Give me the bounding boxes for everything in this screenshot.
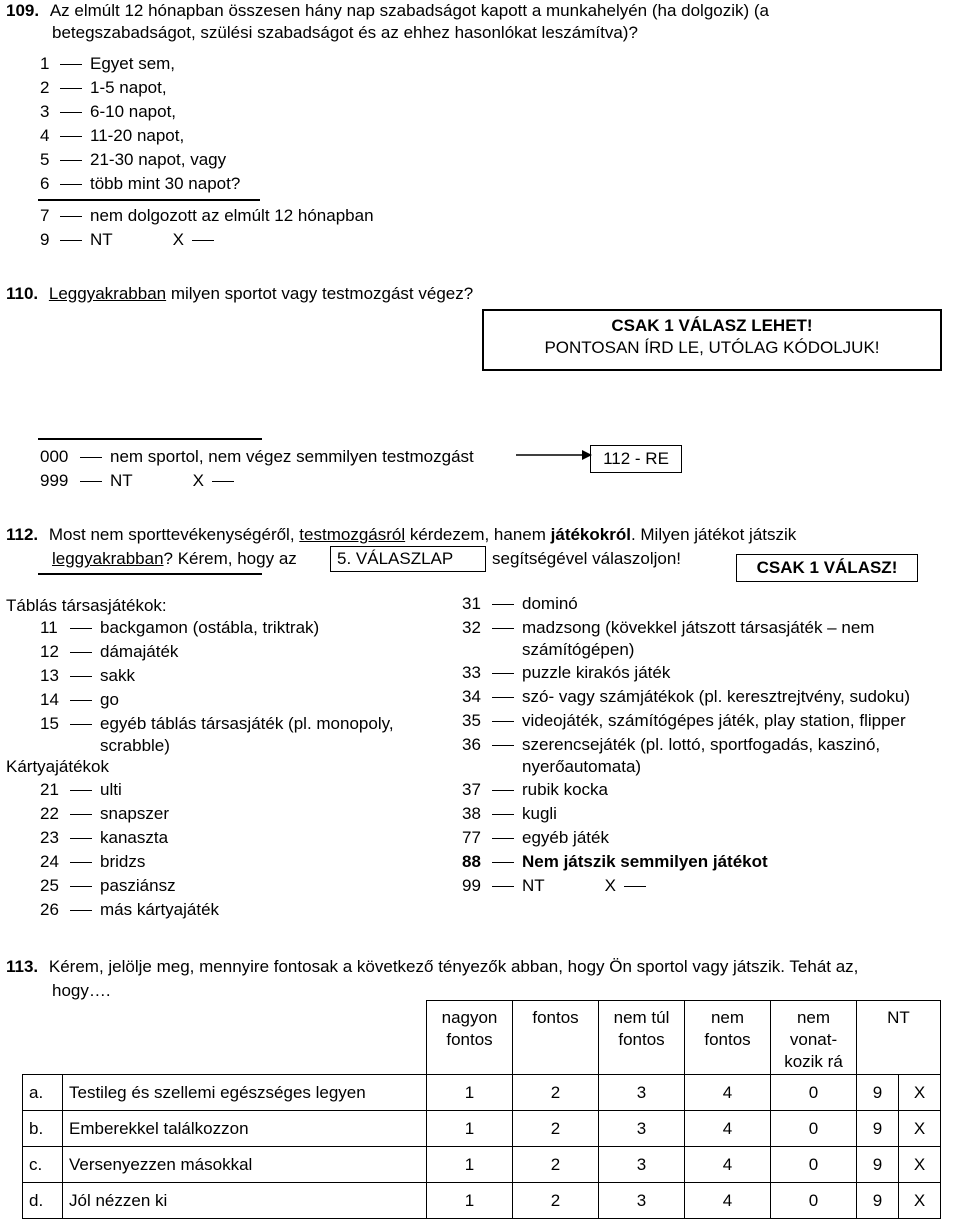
option-code: 5 xyxy=(40,150,50,169)
q112-text2-end: segítségével válaszoljon! xyxy=(492,549,682,568)
dash-mark xyxy=(70,910,92,912)
q113-table xyxy=(22,1000,941,1219)
q109-text-line1: Az elmúlt 12 hónapban összesen hány nap szabadságot kapott a munkahelyén (ha dolgozik) (a xyxy=(49,1,770,20)
option-label: NT xyxy=(90,230,113,249)
q112-number: 112. xyxy=(6,525,39,544)
option-label: kanaszta xyxy=(100,828,169,847)
option-label: Nem játszik semmilyen játékot xyxy=(522,852,768,871)
dash-mark xyxy=(70,886,92,888)
option-label: NT xyxy=(522,876,545,895)
row-label: Versenyezzen másokkal xyxy=(63,1147,427,1183)
option-code: 33 xyxy=(462,663,481,682)
column-header xyxy=(427,1001,513,1075)
option-row xyxy=(40,713,394,735)
dash-mark xyxy=(60,160,82,162)
option-label: nem dolgozott az elmúlt 12 hónapban xyxy=(90,206,374,225)
dash-mark xyxy=(492,790,514,792)
dash-mark xyxy=(492,745,514,747)
option-label: több mint 30 napot? xyxy=(90,174,241,193)
group2-title: Kártyajátékok xyxy=(6,757,109,776)
option-label: snapszer xyxy=(100,804,169,823)
q110-text-underlined: Leggyakrabban xyxy=(48,284,167,303)
option-label: 21-30 napot, vagy xyxy=(90,150,227,169)
option-code: 35 xyxy=(462,711,481,730)
option-code: 99 xyxy=(462,876,481,895)
option-code: 13 xyxy=(40,666,59,685)
option-row xyxy=(462,617,874,639)
answer-code[interactable]: 1 xyxy=(427,1075,513,1111)
q112-text-line2 xyxy=(52,548,297,570)
option-code: 999 xyxy=(40,471,69,490)
answer-code[interactable]: 9 xyxy=(857,1183,899,1219)
option-code: 77 xyxy=(462,828,481,847)
column-header-line1: fontos xyxy=(532,1008,579,1027)
option-row xyxy=(40,77,167,99)
table-row xyxy=(23,1147,941,1183)
dash-mark xyxy=(212,481,234,483)
dash-mark xyxy=(492,814,514,816)
q113-text-line2: hogy…. xyxy=(52,981,111,1000)
q110-box-line2: PONTOSAN ÍRD LE, UTÓLAG KÓDOLJUK! xyxy=(544,338,880,357)
dash-mark xyxy=(60,216,82,218)
option-code: 1 xyxy=(40,54,50,73)
answer-code[interactable]: 4 xyxy=(685,1147,771,1183)
q110-box-line1: CSAK 1 VÁLASZ LEHET! xyxy=(611,316,813,335)
option-row xyxy=(40,779,122,801)
dash-mark xyxy=(192,240,214,242)
option-row xyxy=(462,734,880,756)
option-label: ulti xyxy=(100,780,122,799)
option-code: 26 xyxy=(40,900,59,919)
option-code: 4 xyxy=(40,126,50,145)
option-row xyxy=(40,851,145,873)
q112-text-a: Most nem sporttevékenységéről, xyxy=(48,525,300,544)
dash-mark xyxy=(492,862,514,864)
q113-text xyxy=(6,956,858,978)
option-row xyxy=(40,205,374,227)
option-row xyxy=(462,710,906,732)
option-label: nem sportol, nem végez semmilyen testmozgást xyxy=(110,447,474,466)
dash-mark xyxy=(492,673,514,675)
answer-code[interactable]: 2 xyxy=(513,1147,599,1183)
option-label: szó- vagy számjátékok (pl. keresztrejtvény, sudoku) xyxy=(522,687,910,706)
option-row xyxy=(40,875,176,897)
q112-separator xyxy=(38,573,262,575)
answer-code[interactable]: 3 xyxy=(599,1147,685,1183)
row-label: Emberekkel találkozzon xyxy=(63,1111,427,1147)
answer-code[interactable]: 3 xyxy=(599,1075,685,1111)
column-header-line1: nem vonat- xyxy=(789,1008,838,1049)
option-row xyxy=(40,665,135,687)
q112-text-e: . Milyen játékot játszik xyxy=(630,525,797,544)
option-x: X xyxy=(604,876,617,895)
row-label: Testileg és szellemi egészséges legyen xyxy=(63,1075,427,1111)
option-code: 12 xyxy=(40,642,59,661)
option-label: más kártyajáték xyxy=(100,900,220,919)
answer-code[interactable]: 0 xyxy=(771,1111,857,1147)
option-code: 88 xyxy=(462,852,481,871)
dash-mark xyxy=(492,721,514,723)
option-label: dominó xyxy=(522,594,578,613)
option-code: 34 xyxy=(462,687,481,706)
option-code: 24 xyxy=(40,852,59,871)
dash-mark xyxy=(70,700,92,702)
dash-mark xyxy=(70,862,92,864)
option-code: 32 xyxy=(462,618,481,637)
q110-number: 110. xyxy=(6,284,39,303)
dash-mark xyxy=(70,652,92,654)
option-x: X xyxy=(192,471,205,490)
column-header-line1: nem xyxy=(710,1008,745,1027)
option-row xyxy=(462,779,608,801)
column-header xyxy=(857,1001,941,1075)
column-header-line1: nem túl xyxy=(613,1008,670,1027)
option-label: backgamon (ostábla, triktrak) xyxy=(100,618,320,637)
answer-code[interactable]: 0 xyxy=(771,1183,857,1219)
option-row xyxy=(462,875,654,897)
option-code: 000 xyxy=(40,447,69,466)
option-row xyxy=(462,593,578,615)
dash-mark xyxy=(80,457,102,459)
answer-code[interactable]: 0 xyxy=(771,1075,857,1111)
option-row xyxy=(462,803,557,825)
row-letter: a. xyxy=(23,1075,63,1111)
answer-code[interactable]: X xyxy=(899,1147,941,1183)
option-label: rubik kocka xyxy=(522,780,608,799)
goto-arrow xyxy=(516,447,594,463)
answer-code[interactable]: 1 xyxy=(427,1183,513,1219)
option-code: 38 xyxy=(462,804,481,823)
option-label: NT xyxy=(110,471,133,490)
answer-code[interactable]: 2 xyxy=(513,1075,599,1111)
option-row xyxy=(40,125,184,147)
column-header-line1: nagyon xyxy=(441,1008,498,1027)
option-label: Egyet sem, xyxy=(90,54,176,73)
option-label: 6-10 napot, xyxy=(90,102,177,121)
q110-instruction-box xyxy=(482,309,942,371)
option-x: X xyxy=(172,230,185,249)
group1-title: Táblás társasjátékok: xyxy=(6,596,167,615)
column-header-line2: fontos xyxy=(704,1030,751,1049)
option-row xyxy=(40,149,226,171)
option-label: madzsong (kövekkel játszott társasjáték – nem xyxy=(522,618,875,637)
option-label: 11-20 napot, xyxy=(90,126,185,145)
option-row xyxy=(40,899,219,921)
option-code: 14 xyxy=(40,690,59,709)
q113-number: 113. xyxy=(6,957,39,976)
option-label: egyéb játék xyxy=(522,828,609,847)
option-label: videojáték, számítógépes játék, play station, flipper xyxy=(522,711,906,730)
answer-code[interactable]: 1 xyxy=(427,1147,513,1183)
column-header-line2: kozik rá xyxy=(784,1052,843,1071)
column-header xyxy=(685,1001,771,1075)
table-row xyxy=(23,1183,941,1219)
dash-mark xyxy=(60,136,82,138)
dash-mark xyxy=(60,184,82,186)
answer-code[interactable]: 9 xyxy=(857,1147,899,1183)
row-letter: c. xyxy=(23,1147,63,1183)
option-label: pasziánsz xyxy=(100,876,176,895)
option-code: 37 xyxy=(462,780,481,799)
dash-mark xyxy=(624,886,646,888)
option-row xyxy=(40,617,319,639)
dash-mark xyxy=(60,240,82,242)
q112-text-c: kérdezem, hanem xyxy=(405,525,551,544)
table-corner xyxy=(23,1001,427,1075)
option-label-continued: nyerőautomata) xyxy=(522,757,642,776)
answer-code[interactable]: 3 xyxy=(599,1111,685,1147)
option-row xyxy=(40,53,175,75)
dash-mark xyxy=(60,112,82,114)
q112-text-b: testmozgásról xyxy=(299,525,406,544)
option-label-continued: scrabble) xyxy=(100,736,170,755)
q112-text xyxy=(6,524,796,546)
dash-mark xyxy=(492,838,514,840)
q109-text-line2: betegszabadságot, szülési szabadságot és az ehhez hasonlókat leszámítva)? xyxy=(52,23,638,42)
answer-code[interactable]: 4 xyxy=(685,1075,771,1111)
option-code: 3 xyxy=(40,102,50,121)
option-row xyxy=(40,827,168,849)
row-label: Jól nézzen ki xyxy=(63,1183,427,1219)
option-label: sakk xyxy=(100,666,135,685)
option-row xyxy=(40,689,119,711)
column-header xyxy=(513,1001,599,1075)
q109-number: 109. xyxy=(6,1,40,20)
row-letter: b. xyxy=(23,1111,63,1147)
column-header-line1: NT xyxy=(887,1008,910,1027)
answer-code[interactable]: 1 xyxy=(427,1111,513,1147)
option-code: 23 xyxy=(40,828,59,847)
answer-card-box: 5. VÁLASZLAP xyxy=(330,546,486,572)
dash-mark xyxy=(70,790,92,792)
row-letter: d. xyxy=(23,1183,63,1219)
option-row xyxy=(40,641,178,663)
option-code: 2 xyxy=(40,78,50,97)
q112-text-d: játékokról xyxy=(550,525,631,544)
option-code: 31 xyxy=(462,594,481,613)
option-row xyxy=(462,662,670,684)
option-label: 1-5 napot, xyxy=(90,78,167,97)
option-code: 25 xyxy=(40,876,59,895)
option-code: 15 xyxy=(40,714,59,733)
option-row xyxy=(40,470,242,492)
dash-mark xyxy=(492,697,514,699)
answer-code[interactable]: 0 xyxy=(771,1147,857,1183)
option-code: 21 xyxy=(40,780,59,799)
q109-text xyxy=(6,0,769,22)
dash-mark xyxy=(60,88,82,90)
option-row xyxy=(462,851,768,873)
option-label: bridzs xyxy=(100,852,146,871)
q109-separator xyxy=(38,199,260,201)
answer-code[interactable]: 2 xyxy=(513,1111,599,1147)
goto-box: 112 - RE xyxy=(590,445,682,473)
dash-mark xyxy=(70,628,92,630)
option-row xyxy=(40,229,222,251)
q112-text2-underlined: leggyakrabban xyxy=(52,549,164,568)
answer-code[interactable]: X xyxy=(899,1075,941,1111)
option-row xyxy=(462,686,910,708)
option-label: puzzle kirakós játék xyxy=(522,663,671,682)
q112-instruction-box: CSAK 1 VÁLASZ! xyxy=(736,554,918,582)
q110-separator xyxy=(38,438,262,440)
option-code: 6 xyxy=(40,174,50,193)
answer-code[interactable]: 4 xyxy=(685,1111,771,1147)
option-label: kugli xyxy=(522,804,557,823)
option-label: go xyxy=(100,690,119,709)
dash-mark xyxy=(70,814,92,816)
dash-mark xyxy=(60,64,82,66)
q113-text-line1: Kérem, jelölje meg, mennyire fontosak a következő tényezők abban, hogy Ön sportol vagy játszik. Tehát az, xyxy=(48,957,859,976)
dash-mark xyxy=(492,886,514,888)
answer-code[interactable]: 2 xyxy=(513,1183,599,1219)
answer-code[interactable]: 4 xyxy=(685,1183,771,1219)
q110-text xyxy=(6,283,473,305)
dash-mark xyxy=(70,838,92,840)
option-row xyxy=(40,173,240,195)
dash-mark xyxy=(492,604,514,606)
dash-mark xyxy=(80,481,102,483)
answer-code[interactable]: 9 xyxy=(857,1075,899,1111)
option-label: egyéb táblás társasjáték (pl. monopoly, xyxy=(100,714,394,733)
option-code: 11 xyxy=(40,618,58,637)
option-code: 36 xyxy=(462,735,481,754)
column-header-line2: fontos xyxy=(446,1030,493,1049)
answer-code[interactable]: 9 xyxy=(857,1111,899,1147)
q110-text-rest: milyen sportot vagy testmozgást végez? xyxy=(166,284,474,303)
column-header-line2: fontos xyxy=(618,1030,665,1049)
option-code: 7 xyxy=(40,206,50,225)
option-label: szerencsejáték (pl. lottó, sportfogadás, kaszinó, xyxy=(522,735,881,754)
option-label-continued: számítógépen) xyxy=(522,640,635,659)
option-row xyxy=(40,101,176,123)
table-row xyxy=(23,1075,941,1111)
dash-mark xyxy=(492,628,514,630)
option-row xyxy=(462,827,609,849)
dash-mark xyxy=(70,724,92,726)
option-code: 22 xyxy=(40,804,59,823)
option-row xyxy=(40,803,169,825)
option-row xyxy=(40,446,474,468)
answer-code[interactable]: X xyxy=(899,1183,941,1219)
answer-code[interactable]: 3 xyxy=(599,1183,685,1219)
option-label: dámajáték xyxy=(100,642,179,661)
q112-text2-rest: ? Kérem, hogy az xyxy=(163,549,297,568)
option-code: 9 xyxy=(40,230,50,249)
column-header xyxy=(599,1001,685,1075)
answer-code[interactable]: X xyxy=(899,1111,941,1147)
dash-mark xyxy=(70,676,92,678)
column-header xyxy=(771,1001,857,1075)
table-row xyxy=(23,1111,941,1147)
